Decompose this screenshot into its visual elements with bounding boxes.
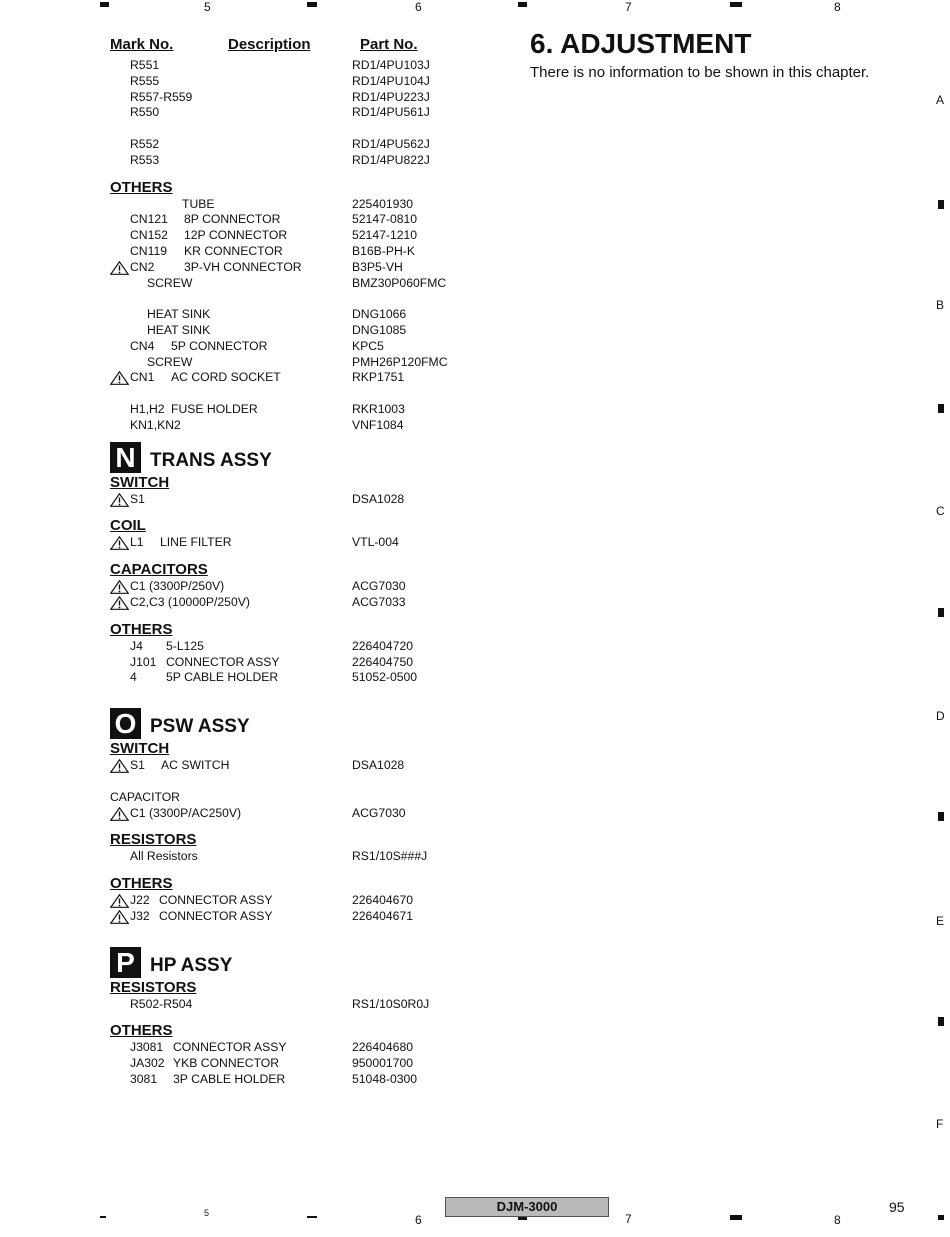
part-description: 3P-VH CONNECTOR — [184, 259, 302, 274]
safety-warning-icon — [110, 371, 129, 385]
part-number: RD1/4PU561J — [352, 105, 430, 120]
capacitor-rows — [110, 579, 510, 611]
parts-list — [110, 36, 510, 1088]
assy-n-heading — [110, 442, 510, 474]
page-number: 95 — [889, 1199, 905, 1215]
part-no-header: Part No. — [360, 36, 418, 53]
section-title-others: OTHERS — [110, 1022, 173, 1040]
part-row — [110, 849, 510, 865]
capacitor-rows — [110, 806, 510, 822]
assy-name: TRANS ASSY — [150, 449, 272, 471]
part-row — [110, 105, 510, 121]
part-mark-no: J32 — [130, 908, 150, 923]
part-description: TUBE — [182, 196, 215, 211]
frame-tick — [730, 2, 742, 7]
part-row — [110, 1056, 510, 1072]
part-number: 225401930 — [352, 196, 414, 211]
part-description: AC SWITCH — [161, 758, 230, 773]
part-row — [110, 74, 510, 90]
top-frame — [0, 0, 950, 16]
frame-tick — [938, 404, 944, 413]
part-mark-no: All Resistors — [130, 849, 198, 864]
part-row — [110, 137, 510, 153]
assy-letter-badge: P — [110, 947, 141, 978]
part-row — [110, 260, 510, 276]
row-letter: B — [936, 298, 945, 312]
column-number: 8 — [834, 0, 841, 14]
part-row — [110, 535, 510, 551]
part-description: LINE FILTER — [160, 535, 232, 550]
part-row — [110, 197, 510, 213]
part-mark-no: R553 — [130, 152, 160, 167]
part-description: KR CONNECTOR — [184, 243, 283, 258]
part-description: 5P CABLE HOLDER — [166, 670, 279, 685]
mark-no-header: Mark No. — [110, 36, 174, 53]
part-row — [110, 670, 510, 686]
part-row — [110, 418, 510, 434]
part-mark-no: J101 — [130, 654, 157, 669]
part-mark-no: R550 — [130, 105, 160, 120]
frame-tick — [518, 2, 527, 7]
part-description: FUSE HOLDER — [171, 401, 258, 416]
model-badge: DJM-3000 — [445, 1197, 609, 1217]
frame-tick — [938, 812, 944, 821]
part-row — [110, 323, 510, 339]
part-row — [110, 339, 510, 355]
part-row — [110, 909, 510, 925]
part-description: CONNECTOR ASSY — [166, 654, 280, 669]
part-row — [110, 153, 510, 169]
part-row — [110, 655, 510, 671]
section-title-switch: SWITCH — [110, 473, 170, 491]
part-mark-no: CN152 — [130, 228, 168, 243]
column-number: 5 — [204, 1208, 210, 1218]
part-number: RKP1751 — [352, 370, 405, 385]
part-mark-no: S1 — [130, 758, 145, 773]
column-number: 6 — [415, 1213, 422, 1227]
section-title-capacitor: CAPACITOR — [110, 789, 180, 804]
safety-warning-icon — [110, 261, 129, 275]
part-number: KPC5 — [352, 338, 384, 353]
assy-letter-badge: O — [110, 708, 141, 739]
assy-p-heading — [110, 947, 510, 979]
part-description: HEAT SINK — [147, 322, 211, 337]
part-row — [110, 276, 510, 292]
part-mark-no: R555 — [130, 73, 160, 88]
row-letter: D — [936, 709, 945, 723]
part-number: DNG1085 — [352, 322, 407, 337]
part-number: RS1/10S###J — [352, 849, 428, 864]
part-mark-no: 3081 — [130, 1072, 158, 1087]
safety-warning-icon — [110, 596, 129, 610]
part-number: 226404750 — [352, 654, 414, 669]
switch-rows — [110, 758, 510, 774]
part-description: 5P CONNECTOR — [171, 338, 268, 353]
part-row — [110, 58, 510, 74]
column-number: 7 — [625, 0, 632, 14]
row-letter: A — [936, 93, 945, 107]
frame-tick — [100, 1216, 106, 1218]
assy-o-heading — [110, 708, 510, 740]
part-mark-no: CN4 — [130, 338, 155, 353]
part-mark-no: H1,H2 — [130, 401, 165, 416]
part-mark-no: J4 — [130, 638, 143, 653]
part-number: VNF1084 — [352, 417, 404, 432]
others-rows — [110, 197, 510, 434]
part-row — [110, 1040, 510, 1056]
safety-warning-icon — [110, 759, 129, 773]
part-row — [110, 639, 510, 655]
part-number: RS1/10S0R0J — [352, 996, 430, 1011]
part-number: DSA1028 — [352, 491, 405, 506]
part-row — [110, 307, 510, 323]
row-gap — [110, 291, 510, 307]
part-number: 226404680 — [352, 1040, 414, 1055]
resistor-rows — [110, 58, 510, 169]
chapter-title: 6. ADJUSTMENT — [530, 28, 752, 59]
part-row — [110, 1072, 510, 1088]
frame-tick — [307, 1216, 317, 1218]
safety-warning-icon — [110, 807, 129, 821]
part-number: ACG7030 — [352, 805, 406, 820]
part-description: CONNECTOR ASSY — [173, 1040, 287, 1055]
part-number: RD1/4PU223J — [352, 89, 430, 104]
switch-rows — [110, 492, 510, 508]
resistor-rows — [110, 849, 510, 865]
part-mark-no: JA302 — [130, 1056, 165, 1071]
part-description: HEAT SINK — [147, 307, 211, 322]
safety-warning-icon — [110, 493, 129, 507]
part-number: PMH26P120FMC — [352, 354, 448, 369]
column-number: 6 — [415, 0, 422, 14]
part-number: ACG7030 — [352, 579, 406, 594]
part-mark-no: KN1,KN2 — [130, 417, 181, 432]
part-row — [110, 492, 510, 508]
chapter-block — [530, 28, 910, 81]
part-row — [110, 355, 510, 371]
part-mark-no: C2,C3 (10000P/250V) — [130, 594, 250, 609]
assy-name: PSW ASSY — [150, 716, 250, 738]
part-row — [110, 402, 510, 418]
part-mark-no: R557-R559 — [130, 89, 193, 104]
section-title-resistors: RESISTORS — [110, 978, 197, 996]
part-mark-no: J22 — [130, 893, 150, 908]
frame-tick — [938, 1215, 944, 1220]
part-number: DNG1066 — [352, 307, 407, 322]
part-description: 12P CONNECTOR — [184, 228, 288, 243]
assy-letter-badge: N — [110, 442, 141, 473]
section-title-others: OTHERS — [110, 178, 173, 196]
part-description: 5-L125 — [166, 638, 204, 653]
part-description: CONNECTOR ASSY — [159, 908, 273, 923]
safety-warning-icon — [110, 580, 129, 594]
part-number: RD1/4PU103J — [352, 58, 430, 72]
part-row — [110, 244, 510, 260]
part-mark-no: C1 (3300P/AC250V) — [130, 805, 242, 820]
part-number: B16B-PH-K — [352, 243, 415, 258]
part-number: 51048-0300 — [352, 1072, 418, 1087]
part-description: SCREW — [147, 354, 193, 369]
frame-tick — [307, 2, 317, 7]
part-mark-no: CN1 — [130, 370, 155, 385]
part-row — [110, 595, 510, 611]
part-row — [110, 90, 510, 106]
part-number: 52147-1210 — [352, 228, 418, 243]
description-header: Description — [228, 36, 311, 53]
safety-warning-icon — [110, 536, 129, 550]
others-rows — [110, 1040, 510, 1087]
assy-name: HP ASSY — [150, 954, 233, 976]
others-rows — [110, 893, 510, 925]
column-number: 5 — [204, 0, 211, 14]
part-number: B3P5-VH — [352, 259, 403, 274]
frame-tick — [100, 2, 109, 7]
part-row — [110, 806, 510, 822]
section-title-coil: COIL — [110, 517, 146, 535]
row-gap — [110, 121, 510, 137]
section-title-resistors: RESISTORS — [110, 831, 197, 849]
safety-warning-icon — [110, 894, 129, 908]
section-title-switch: SWITCH — [110, 740, 170, 758]
part-number: RKR1003 — [352, 401, 405, 416]
part-description: SCREW — [147, 275, 193, 290]
part-mark-no: J3081 — [130, 1040, 164, 1055]
frame-tick — [938, 1017, 944, 1026]
part-description: 8P CONNECTOR — [184, 212, 281, 227]
part-description: AC CORD SOCKET — [171, 370, 281, 385]
section-title-others: OTHERS — [110, 875, 173, 893]
part-mark-no: S1 — [130, 491, 145, 506]
others-rows — [110, 639, 510, 686]
part-row — [110, 893, 510, 909]
row-letter: F — [936, 1117, 944, 1131]
part-description: CONNECTOR ASSY — [159, 893, 273, 908]
part-number: 950001700 — [352, 1056, 414, 1071]
part-number: RD1/4PU822J — [352, 152, 430, 167]
part-number: 51052-0500 — [352, 670, 418, 685]
part-mark-no: L1 — [130, 535, 144, 550]
part-description: YKB CONNECTOR — [173, 1056, 280, 1071]
part-number: 226404671 — [352, 908, 414, 923]
part-mark-no: CN2 — [130, 259, 155, 274]
frame-tick — [938, 608, 944, 617]
part-row — [110, 212, 510, 228]
part-number: RD1/4PU104J — [352, 73, 430, 88]
column-number: 8 — [834, 1213, 841, 1227]
section-title-others: OTHERS — [110, 620, 173, 638]
part-number: ACG7033 — [352, 594, 406, 609]
part-row — [110, 997, 510, 1013]
part-number: DSA1028 — [352, 758, 405, 773]
part-mark-no: R551 — [130, 58, 160, 72]
part-mark-no: R502-R504 — [130, 996, 193, 1011]
parts-list-header — [110, 36, 510, 58]
section-title-capacitors: CAPACITORS — [110, 561, 208, 579]
resistor-rows — [110, 997, 510, 1013]
part-row — [110, 228, 510, 244]
part-number: VTL-004 — [352, 535, 399, 550]
row-gap — [110, 386, 510, 402]
part-mark-no: CN121 — [130, 212, 168, 227]
part-mark-no: C1 (3300P/250V) — [130, 579, 225, 594]
part-row — [110, 579, 510, 595]
part-mark-no: CN119 — [130, 243, 168, 258]
safety-warning-icon — [110, 910, 129, 924]
row-letter: E — [936, 914, 945, 928]
part-number: 226404670 — [352, 893, 414, 908]
part-mark-no: R552 — [130, 136, 160, 151]
part-description: 3P CABLE HOLDER — [173, 1072, 286, 1087]
row-letter: C — [936, 504, 945, 518]
part-number: 226404720 — [352, 638, 414, 653]
part-row — [110, 370, 510, 386]
part-row — [110, 758, 510, 774]
frame-tick — [938, 200, 944, 209]
column-number: 7 — [625, 1212, 632, 1226]
chapter-note: There is no information to be shown in this chapter. — [530, 64, 870, 81]
part-number: RD1/4PU562J — [352, 136, 430, 151]
coil-rows — [110, 535, 510, 551]
part-number: BMZ30P060FMC — [352, 275, 447, 290]
frame-tick — [730, 1215, 742, 1220]
part-number: 52147-0810 — [352, 212, 418, 227]
part-mark-no: 4 — [130, 670, 137, 685]
